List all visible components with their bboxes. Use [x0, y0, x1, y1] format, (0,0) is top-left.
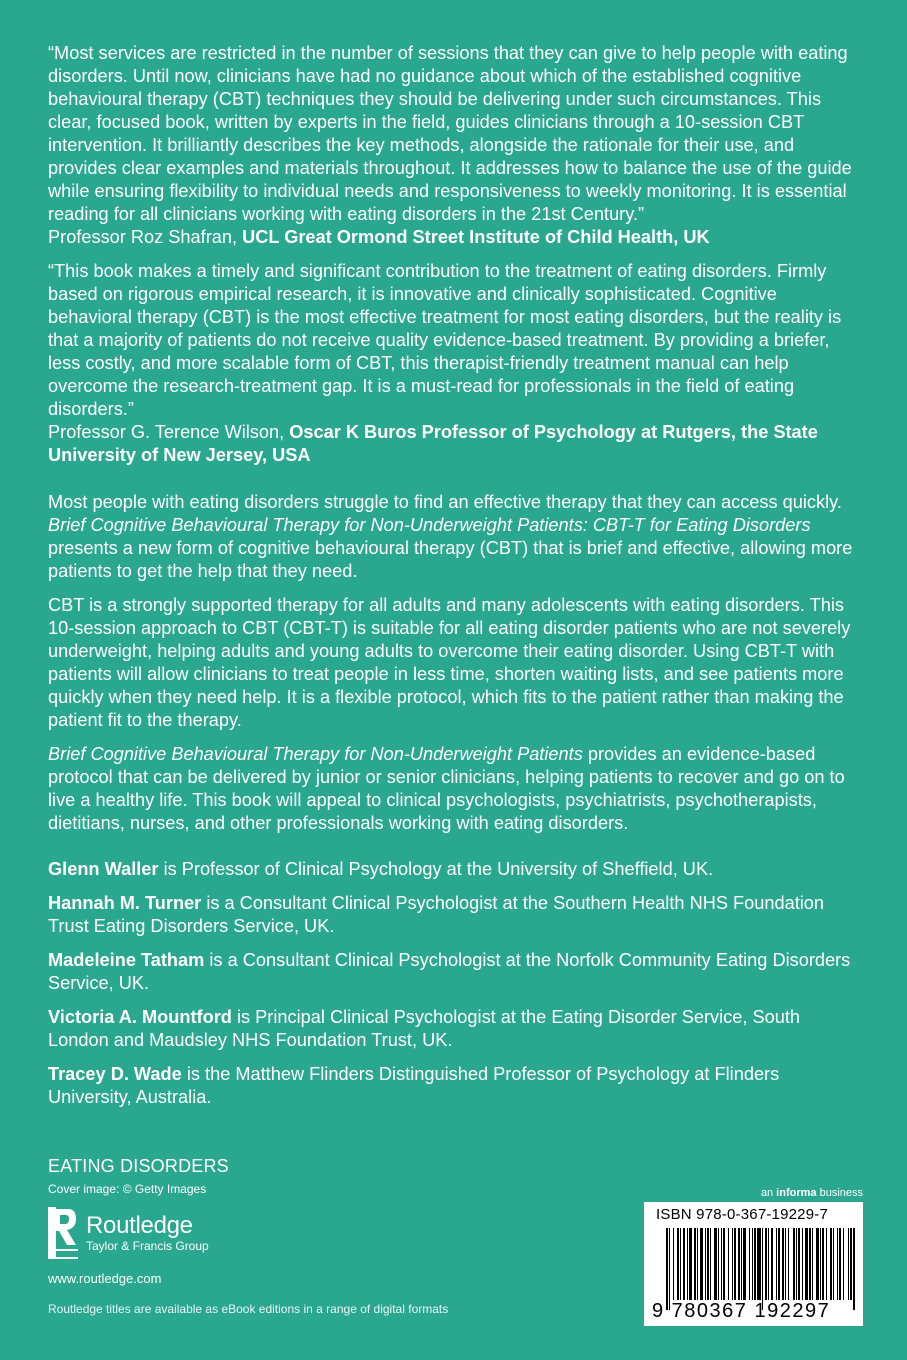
barcode-bar [743, 1228, 746, 1300]
barcode-bar [820, 1228, 821, 1300]
author-bio-text: is Principal Clinical Psychologist at the Eating Disorder Service, South London and Maudsley NHS Foundation Trust, UK. [48, 1007, 801, 1050]
barcode-bar [826, 1228, 827, 1300]
barcode-bar [848, 1228, 849, 1300]
quote-1-author: Professor Roz Shafran, [48, 227, 238, 247]
barcode-bar [782, 1228, 784, 1300]
author-name: Hannah M. Turner [48, 893, 202, 913]
barcode-bar [687, 1228, 688, 1300]
barcode-bar [710, 1228, 711, 1300]
barcode-bar [802, 1228, 803, 1300]
description-p1-end: presents a new form of cognitive behavioural therapy (CBT) that is brief and effective, allowing more patients to get the help that they need. [48, 538, 853, 581]
barcode-bar [837, 1228, 838, 1300]
barcode-bar [778, 1228, 780, 1300]
description-paragraph-1 [48, 491, 863, 583]
barcode-bar [683, 1228, 685, 1300]
author-bio-text: is the Matthew Flinders Distinguished Professor of Psychology at Flinders University, Australia. [48, 1064, 780, 1107]
barcode-bar [798, 1228, 800, 1300]
back-cover-text [48, 42, 863, 1120]
description-p1-start: Most people with eating disorders struggle to find an effective therapy that they can access quickly. [48, 492, 842, 512]
routledge-logo-icon [48, 1207, 78, 1259]
author-name: Madeleine Tatham [48, 950, 205, 970]
quote-2-attribution [48, 421, 863, 467]
cover-credit: Cover image: © Getty Images [48, 1182, 207, 1196]
barcode-bar [768, 1228, 769, 1300]
barcode-bar [833, 1228, 834, 1300]
barcode-number: 9 780367 192297 [652, 1300, 831, 1322]
barcode-bar [734, 1228, 736, 1300]
barcode-bar [853, 1228, 855, 1310]
author-bio [48, 949, 863, 995]
barcode-bar [680, 1228, 681, 1300]
barcode-bar [822, 1228, 824, 1300]
barcode-bar [796, 1228, 797, 1300]
barcode-bar [694, 1228, 696, 1300]
barcode-bar [771, 1228, 773, 1300]
barcode-bar [741, 1228, 742, 1300]
barcode-bar [757, 1228, 760, 1300]
barcode-bar [809, 1228, 811, 1300]
author-name: Glenn Waller [48, 859, 159, 879]
informa-suffix: business [819, 1187, 863, 1199]
barcode-bar [785, 1228, 786, 1300]
barcode-bar [749, 1228, 750, 1300]
quote-2-text: “This book makes a timely and significant contribution to the treatment of eating disorders. Firmly based on rigorous empirical research, it is innovative and clinically sophisticated. Cognitive behavioral therapy (CBT) is the most effective treatment for most eating disorders, but the reality is that a majority of patients do not receive quality evidence-based treatment. By providing a briefer, less costly, and more scalable form of CBT, this therapist-friendly treatment manual can help overcome the research-treatment gap. It is a must-read for professionals in the field of eating disorders.” [48, 261, 842, 419]
informa-prefix: an [760, 1187, 774, 1199]
quote-1-affiliation: UCL Great Ormond Street Institute of Child Health, UK [242, 227, 710, 247]
quote-1-attribution [48, 226, 863, 249]
author-name: Victoria A. Mountford [48, 1007, 232, 1027]
barcode-bar [762, 1228, 763, 1310]
barcode-bar [673, 1228, 674, 1300]
barcode-bar [752, 1228, 753, 1300]
author-bio [48, 858, 863, 881]
author-bio-text: is Professor of Clinical Psychology at the University of Sheffield, UK. [163, 859, 714, 879]
informa-tagline [644, 1186, 863, 1200]
barcode-bar [721, 1228, 722, 1300]
barcode-bar [843, 1228, 844, 1300]
barcode-bar [697, 1228, 698, 1300]
barcode-bar [776, 1228, 777, 1300]
barcode-bar [793, 1228, 795, 1300]
barcode-bar [754, 1228, 756, 1300]
author-bio [48, 1063, 863, 1109]
barcode-bar [666, 1228, 668, 1310]
publisher-footer [48, 1155, 548, 1316]
quote-1-text: “Most services are restricted in the number of sessions that they can give to help people with eating disorders. Until now, clinicians have had no guidance about which of the established cognitive behavioural therapy (CBT) techniques they should be delivering under such circumstances. This clear, focused book, written by experts in the field, guides clinicians through a 10-session CBT intervention. It brilliantly describes the key methods, alongside the rationale for their use, and provides clear examples and materials throughout. It addresses how to balance the use of the guide while ensuring flexibility to individual needs and responsiveness to weekly monitoring. It is essential reading for all clinicians working with eating disorders in the 21st Century.” [48, 43, 852, 224]
author-bio-text: is a Consultant Clinical Psychologist at the Norfolk Community Eating Disorders Service, UK. [48, 950, 851, 993]
barcode-bars [666, 1228, 856, 1300]
publisher-name: Routledge [86, 1211, 193, 1239]
barcode-bar [850, 1228, 852, 1300]
isbn-block [644, 1186, 863, 1326]
description-p3-title: Brief Cognitive Behavioural Therapy for Non-Underweight Patients [48, 744, 583, 764]
series-label: EATING DISORDERS [48, 1156, 229, 1176]
publisher-group: Taylor & Francis Group [86, 1238, 209, 1253]
author-name: Tracey D. Wade [48, 1064, 182, 1084]
informa-brand: informa [776, 1187, 817, 1199]
barcode-bar [738, 1228, 740, 1300]
barcode-bar [805, 1228, 808, 1300]
author-bio [48, 892, 863, 938]
description-paragraph-2: CBT is a strongly supported therapy for all adults and many adolescents with eating disorders. This 10-session approach to CBT (CBT-T) is suitable for all eating disorder patients who are not severely underweight, helping adults and young adults to overcome their eating disorder. Using CBT-T with patients will allow clinicians to treat people in less time, shorten waiting lists, and see patients more quickly when they need help. It is a flexible protocol, which fits to the patient rather than making the patient fit to the therapy. [48, 595, 851, 730]
barcode-bar [765, 1228, 767, 1300]
barcode-bar [714, 1228, 716, 1300]
barcode-bar [689, 1228, 692, 1300]
routledge-logo [48, 1205, 548, 1261]
barcode-bar [677, 1228, 679, 1300]
description-p3-rest: provides an evidence-based protocol that can be delivered by junior or senior clinicians, helping patients to recover and go on to live a healthy life. This book will appeal to clinical psychologists, psychiatrists, psychotherapists, dietitians, nurses, and other professionals working with eating disorders. [48, 744, 845, 833]
barcode-bar [732, 1228, 733, 1300]
quote-2-affiliation: Oscar K Buros Professor of Psychology at Rutgers, the State University of New Jersey, USA [48, 422, 818, 465]
isbn-text: ISBN 978-0-367-19229-7 [656, 1206, 829, 1223]
author-bio [48, 1006, 863, 1052]
barcode-bar [816, 1228, 819, 1300]
barcode-bar [707, 1228, 709, 1300]
barcode-bar [812, 1228, 813, 1300]
barcode-bar [728, 1228, 729, 1300]
description-paragraph-3 [48, 743, 863, 835]
barcode-bar [718, 1228, 719, 1300]
barcode-bar [669, 1228, 670, 1310]
barcode-bar [788, 1228, 789, 1300]
barcode-bar [705, 1228, 706, 1300]
author-bio-text: is a Consultant Clinical Psychologist at the Southern Health NHS Foundation Trust Eating Disorders Service, UK. [48, 893, 825, 936]
publisher-website[interactable]: www.routledge.com [48, 1271, 162, 1286]
barcode-bar [830, 1228, 832, 1300]
barcode-bar [839, 1228, 841, 1300]
quote-2-author: Professor G. Terence Wilson, [48, 422, 285, 442]
barcode [644, 1202, 863, 1326]
barcode-bar [700, 1228, 703, 1300]
description-p1-title: Brief Cognitive Behavioural Therapy for Non-Underweight Patients: CBT-T for Eating Disorders [48, 515, 811, 535]
barcode-bar [723, 1228, 725, 1300]
ebook-note: Routledge titles are available as eBook editions in a range of digital formats [48, 1302, 449, 1316]
